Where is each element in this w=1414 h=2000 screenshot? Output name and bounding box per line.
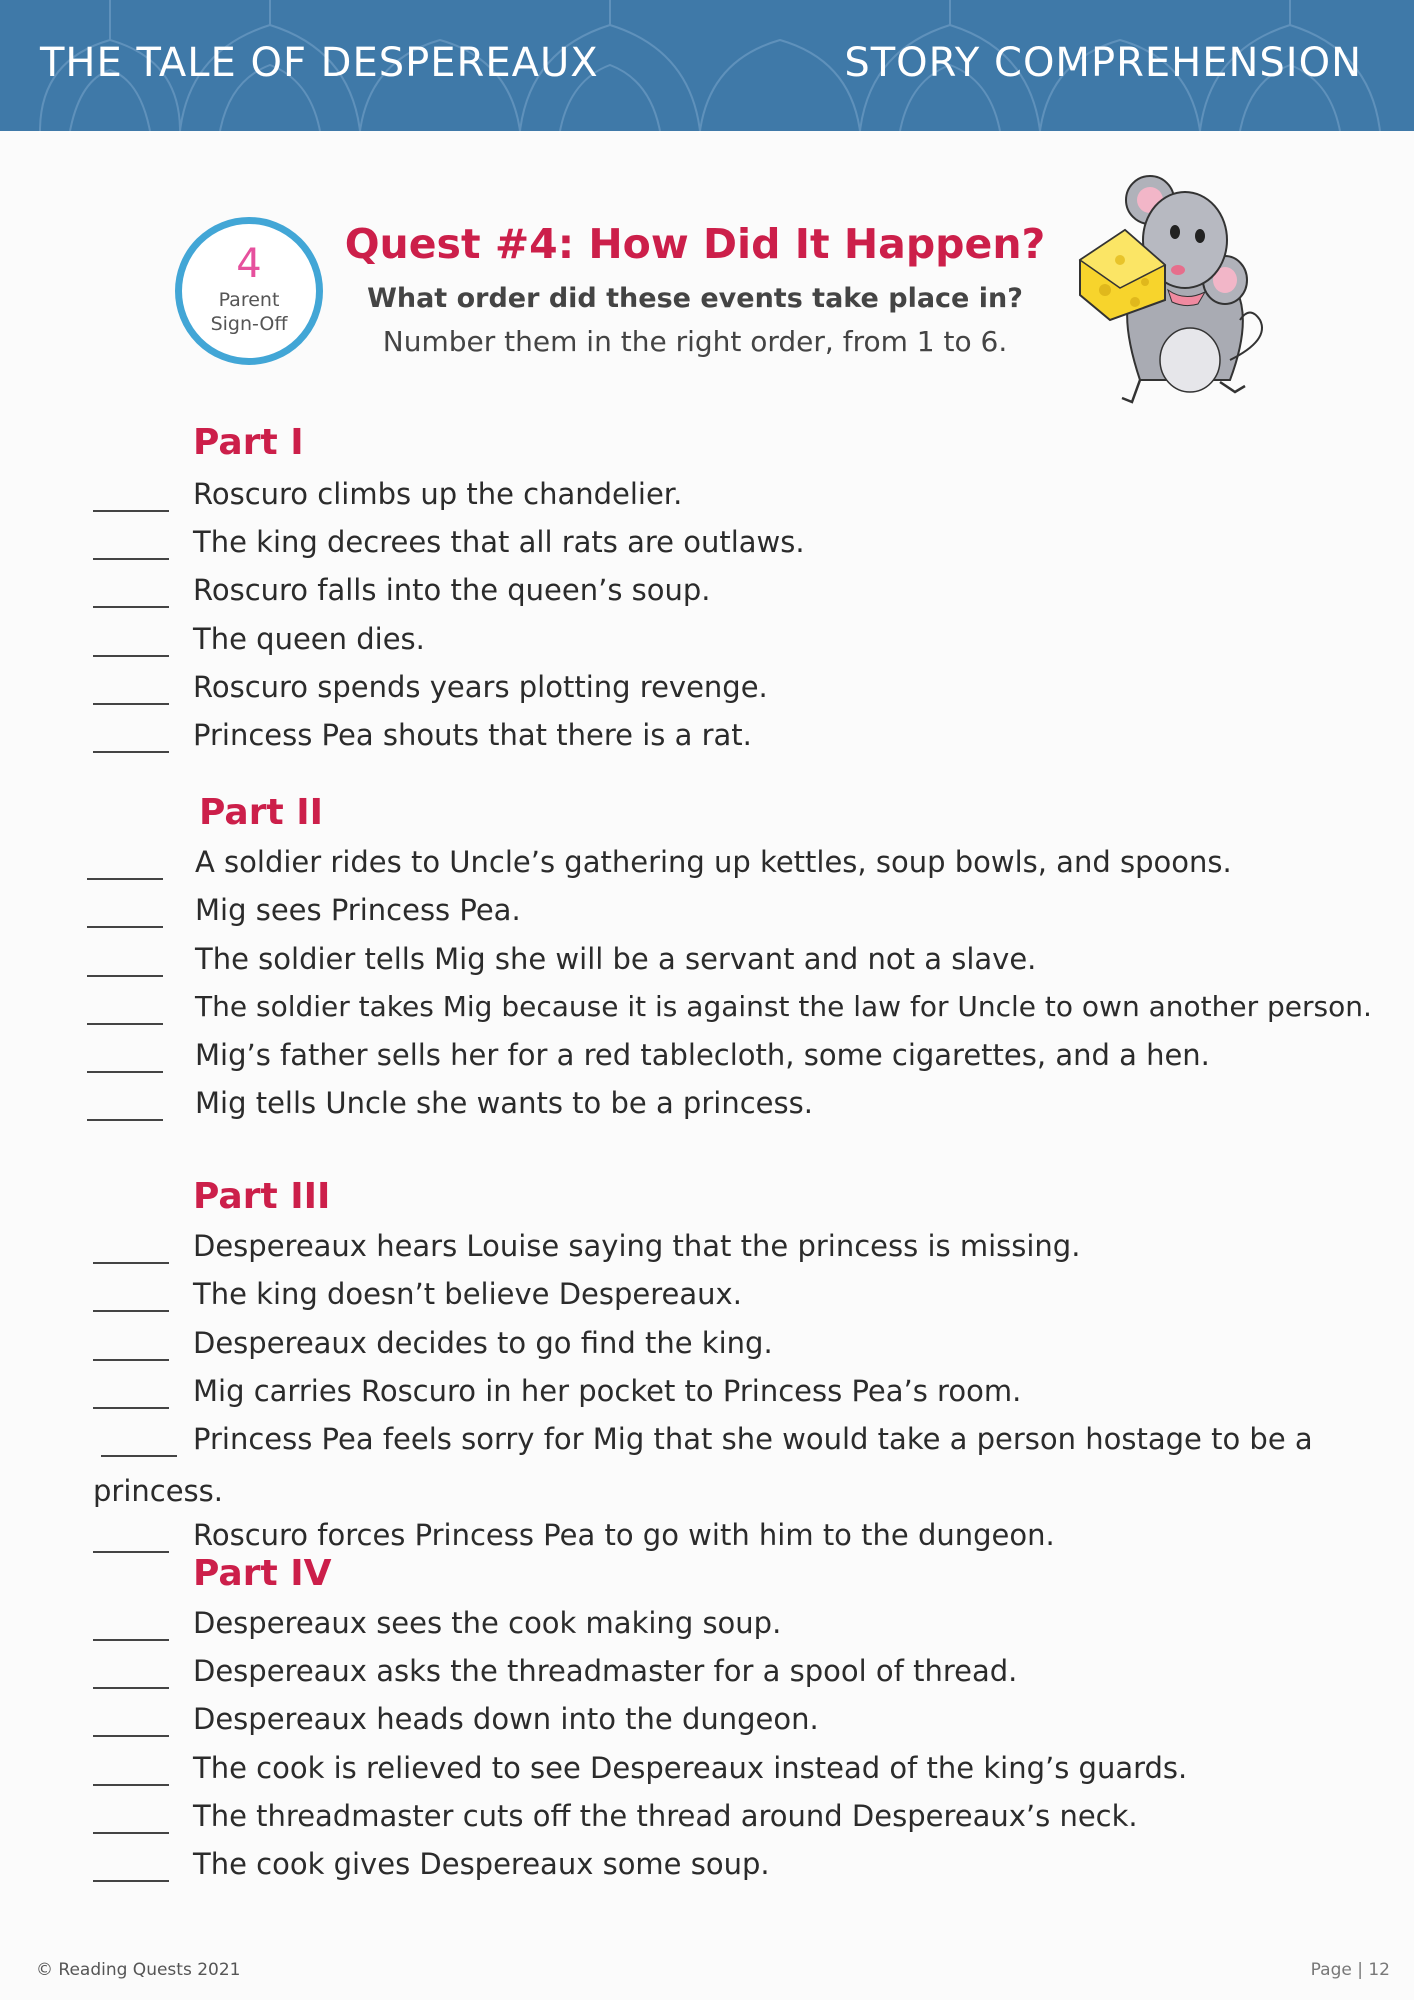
answer-blank[interactable] bbox=[87, 1071, 163, 1073]
event-text: Mig tells Uncle she wants to be a princess. bbox=[195, 1086, 813, 1120]
list-item bbox=[87, 985, 1397, 1033]
event-text: Despereaux decides to go find the king. bbox=[193, 1326, 773, 1360]
part-heading-2: Part II bbox=[199, 792, 323, 833]
list-item bbox=[93, 472, 1293, 520]
list-item bbox=[93, 1224, 1393, 1272]
list-item bbox=[93, 1272, 1393, 1320]
quest-instruction: Number them in the right order, from 1 to 6. bbox=[382, 325, 1008, 358]
event-text: The cook gives Despereaux some soup. bbox=[193, 1847, 770, 1881]
event-text: Princess Pea shouts that there is a rat. bbox=[193, 718, 752, 752]
event-text: Roscuro falls into the queen’s soup. bbox=[193, 573, 711, 607]
list-item bbox=[93, 617, 1293, 665]
event-text: Despereaux sees the cook making soup. bbox=[193, 1606, 782, 1640]
answer-blank[interactable] bbox=[93, 1784, 169, 1786]
event-text: Roscuro forces Princess Pea to go with him to the dungeon. bbox=[193, 1518, 1055, 1552]
answer-blank[interactable] bbox=[93, 510, 169, 512]
document-title: THE TALE OF DESPEREAUX bbox=[40, 40, 599, 86]
list-item bbox=[93, 665, 1293, 713]
copyright-footer: © Reading Quests 2021 bbox=[36, 1960, 241, 1980]
answer-blank[interactable] bbox=[87, 975, 163, 977]
event-text: Despereaux hears Louise saying that the princess is missing. bbox=[193, 1229, 1081, 1263]
list-item bbox=[93, 1746, 1393, 1794]
event-text: Mig sees Princess Pea. bbox=[195, 893, 521, 927]
answer-blank[interactable] bbox=[93, 703, 169, 705]
event-text: Despereaux heads down into the dungeon. bbox=[193, 1702, 819, 1736]
list-item bbox=[93, 713, 1293, 761]
answer-blank[interactable] bbox=[93, 655, 169, 657]
answer-blank[interactable] bbox=[93, 1359, 169, 1361]
answer-blank[interactable] bbox=[93, 1551, 169, 1553]
list-item bbox=[87, 937, 1387, 985]
answer-blank[interactable] bbox=[93, 606, 169, 608]
quest-question: What order did these events take place in? bbox=[367, 283, 1023, 314]
event-text: Mig’s father sells her for a red tablecloth, some cigarettes, and a hen. bbox=[195, 1038, 1210, 1072]
part-heading-3: Part III bbox=[193, 1176, 331, 1217]
event-text: The threadmaster cuts off the thread around Despereaux’s neck. bbox=[193, 1799, 1138, 1833]
header-banner bbox=[0, 0, 1414, 131]
part-heading-1: Part I bbox=[193, 422, 304, 463]
event-text: The king doesn’t believe Despereaux. bbox=[193, 1277, 742, 1311]
answer-blank[interactable] bbox=[87, 1119, 163, 1121]
list-item bbox=[87, 1081, 1387, 1129]
event-text: Roscuro climbs up the chandelier. bbox=[193, 477, 683, 511]
list-item bbox=[93, 568, 1293, 616]
answer-blank[interactable] bbox=[93, 1639, 169, 1641]
event-text: Princess Pea feels sorry for Mig that she would take a person hostage to be a bbox=[193, 1422, 1313, 1456]
event-text: The soldier takes Mig because it is against the law for Uncle to own another person. bbox=[195, 990, 1372, 1023]
list-item bbox=[93, 1601, 1393, 1649]
answer-blank[interactable] bbox=[93, 1832, 169, 1834]
answer-blank[interactable] bbox=[101, 1455, 177, 1457]
list-item bbox=[93, 1321, 1393, 1369]
list-item bbox=[93, 1697, 1393, 1745]
answer-blank[interactable] bbox=[93, 1880, 169, 1882]
list-item bbox=[93, 1649, 1393, 1697]
answer-blank[interactable] bbox=[93, 1407, 169, 1409]
list-item bbox=[87, 888, 1387, 936]
answer-blank[interactable] bbox=[93, 1735, 169, 1737]
answer-blank[interactable] bbox=[93, 558, 169, 560]
event-text: The cook is relieved to see Despereaux instead of the king’s guards. bbox=[193, 1751, 1188, 1785]
list-item bbox=[87, 840, 1387, 888]
event-text: Mig carries Roscuro in her pocket to Princess Pea’s room. bbox=[193, 1374, 1022, 1408]
event-text: The soldier tells Mig she will be a servant and not a slave. bbox=[195, 942, 1037, 976]
document-subtitle: STORY COMPREHENSION bbox=[844, 40, 1362, 86]
answer-blank[interactable] bbox=[93, 1687, 169, 1689]
event-text: Roscuro spends years plotting revenge. bbox=[193, 670, 768, 704]
event-text: Despereaux asks the threadmaster for a spool of thread. bbox=[193, 1654, 1018, 1688]
list-item bbox=[93, 1794, 1393, 1842]
answer-blank[interactable] bbox=[87, 1023, 163, 1025]
signoff-label: Parent Sign-Off bbox=[210, 289, 288, 335]
answer-blank[interactable] bbox=[87, 878, 163, 880]
event-text-continuation: princess. bbox=[93, 1474, 223, 1508]
list-item bbox=[93, 1417, 1393, 1465]
parent-signoff-badge bbox=[175, 217, 323, 365]
signoff-number: 4 bbox=[236, 241, 262, 287]
event-text: The queen dies. bbox=[193, 622, 425, 656]
page-number: Page | 12 bbox=[1310, 1960, 1390, 1980]
quest-title: Quest #4: How Did It Happen? bbox=[344, 220, 1046, 268]
answer-blank[interactable] bbox=[87, 926, 163, 928]
event-text: A soldier rides to Uncle’s gathering up kettles, soup bowls, and spoons. bbox=[195, 845, 1232, 879]
mouse-with-cheese-illustration bbox=[1070, 170, 1270, 410]
list-item bbox=[93, 520, 1293, 568]
event-text: The king decrees that all rats are outlaws. bbox=[193, 525, 805, 559]
part-heading-4: Part IV bbox=[193, 1553, 332, 1594]
answer-blank[interactable] bbox=[93, 1262, 169, 1264]
list-item bbox=[93, 1842, 1393, 1890]
list-item bbox=[87, 1033, 1387, 1081]
answer-blank[interactable] bbox=[93, 1310, 169, 1312]
answer-blank[interactable] bbox=[93, 751, 169, 753]
list-item bbox=[93, 1369, 1393, 1417]
